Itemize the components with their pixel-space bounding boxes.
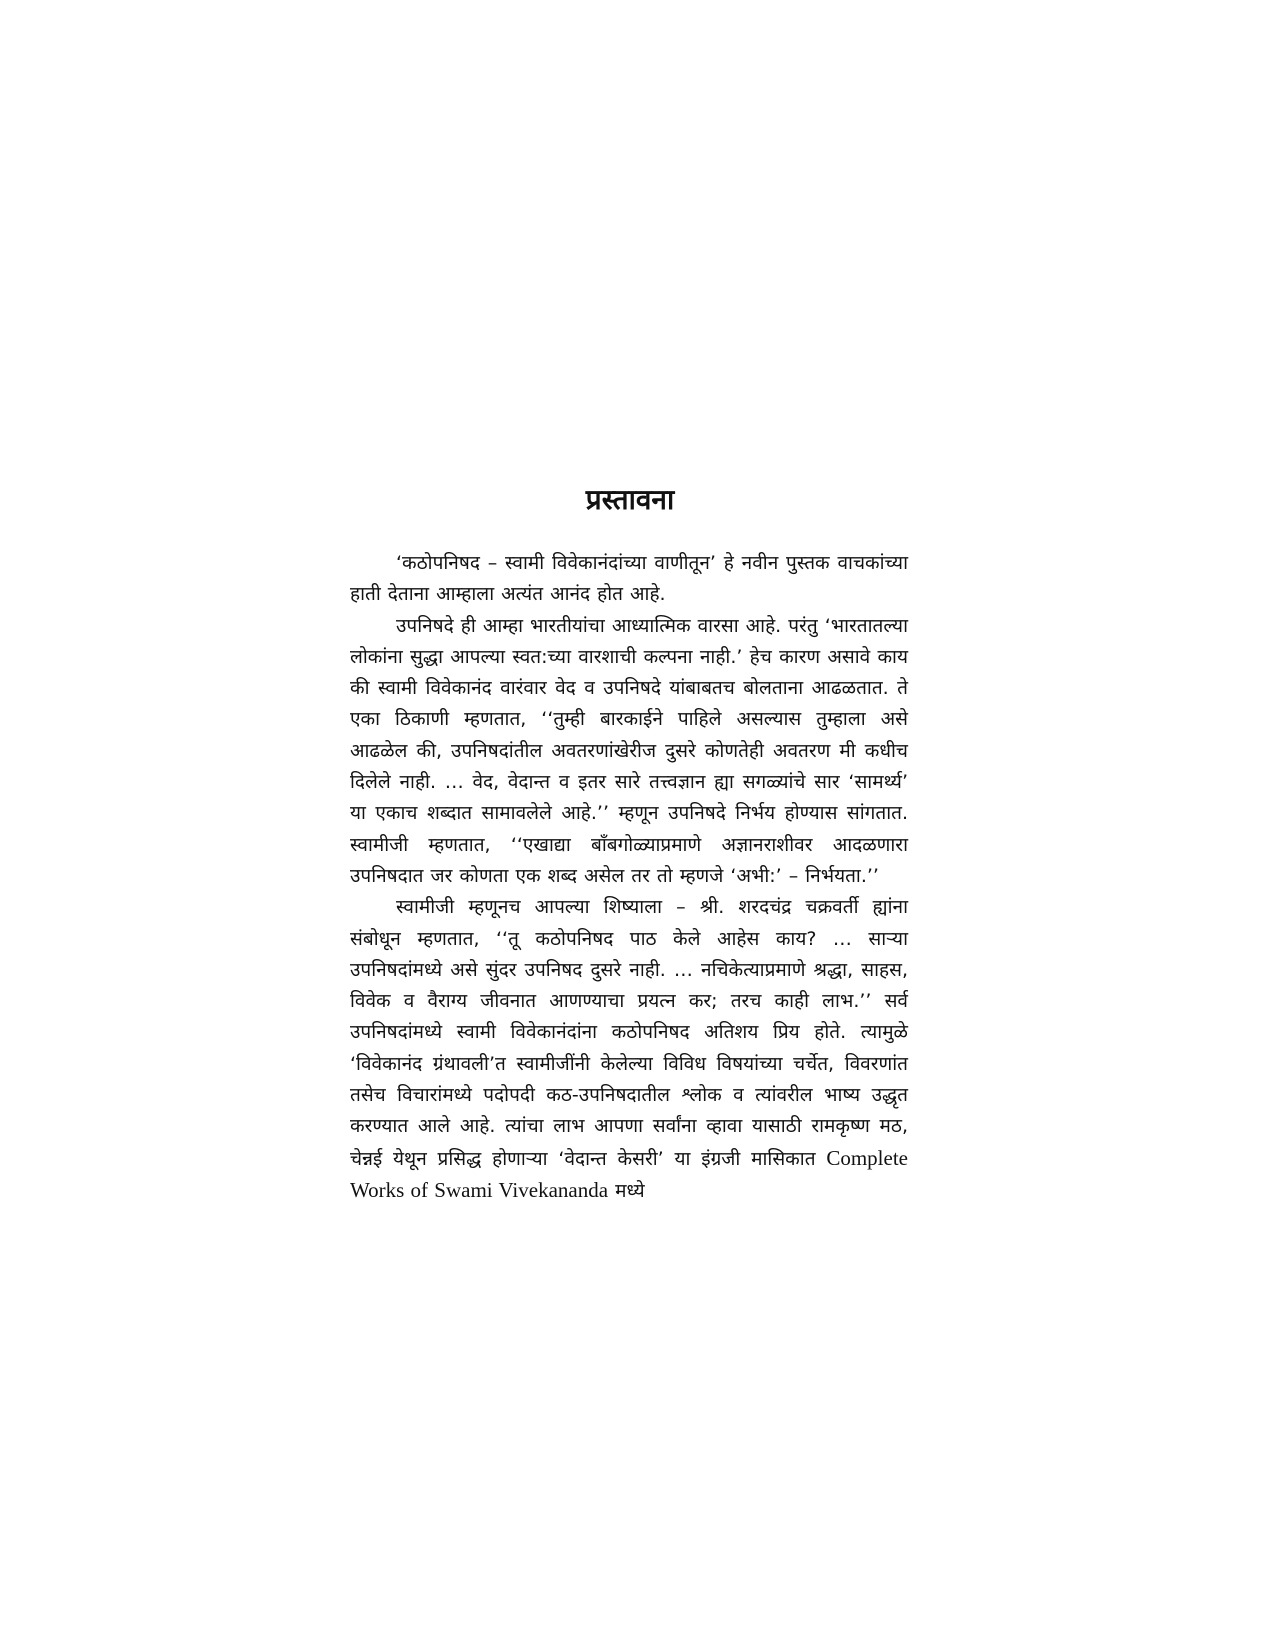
- paragraph-3-text: स्वामीजी म्हणूनच आपल्या शिष्याला – श्री. शरदचंद्र चक्रवर्ती ह्यांना संबोधून म्हणतात, ‘‘तू कठोपनिषद पाठ केले आहेस काय? … साऱ्या उपनिषदांमध्ये असे सुंदर उपनिषद दुसरे नाही. … नचिकेत्याप्रमाणे श्रद्धा, साहस, विवेक व वैराग्य जीवनात आणण्याचा प्रयत्न कर; तरच काही लाभ.’’ सर्व उपनिषदांमध्ये स्वामी विवेकानंदांना कठोपनिषद अतिशय प्रिय होते. त्यामुळे ‘विवेकानंद ग्रंथावली’त स्वामीजींनी केलेल्या विविध विषयांच्या चर्चेत, विवरणांत तसेच विचारांमध्ये पदोपदी कठ-उपनिषदातील श्लोक व त्यांवरील भाष्य उद्धृत करण्यात आले आहे. त्यांचा लाभ आपणा सर्वांना व्हावा यासाठी रामकृष्ण मठ, चेन्नई येथून प्रसिद्ध होणाऱ्या ‘वेदान्त केसरी’ या इंग्रजी मासिकात: [350, 896, 908, 1170]
- paragraph-1: [350, 548, 908, 611]
- page-title: प्रस्तावना: [585, 483, 675, 516]
- paragraph-1-text: ‘कठोपनिषद – स्वामी विवेकानंदांच्या वाणीतून’ हे नवीन पुस्तक वाचकांच्या हाती देताना आम्हाला अत्यंत आनंद होत आहे.: [350, 552, 908, 606]
- paragraph-2: [350, 611, 908, 893]
- english-book-title: Complete Works of Swami Vivekananda: [350, 1145, 908, 1202]
- paragraph-3-tail: मध्ये: [615, 1179, 645, 1202]
- paragraph-2-text: उपनिषदे ही आम्हा भारतीयांचा आध्यात्मिक वारसा आहे. परंतु ‘भारतातल्या लोकांना सुद्धा आपल्या स्वत:च्या वारशाची कल्पना नाही.’ हेच कारण असावे काय की स्वामी विवेकानंद वारंवार वेद व उपनिषदे यांबाबतच बोलताना आढळतात. ते एका ठिकाणी म्हणतात, ‘‘तुम्ही बारकाईने पाहिले असल्यास तुम्हाला असे आढळेल की, उपनिषदांतील अवतरणांखेरीज दुसरे कोणतेही अवतरण मी कधीच दिलेले नाही. … वेद, वेदान्त व इतर सारे तत्त्वज्ञान ह्या सगळ्यांचे सार ‘सामर्थ्य’ या एकाच शब्दात सामावलेले आहे.’’ म्हणून उपनिषदे निर्भय होण्यास सांगतात. स्वामीजी म्हणतात, ‘‘एखाद्या बाँबगोळ्याप्रमाणे अज्ञानराशीवर आदळणारा उपनिषदात जर कोणता एक शब्द असेल तर तो म्हणजे ‘अभी:’ – निर्भयता.’’: [350, 614, 908, 887]
- paragraph-3: [350, 892, 908, 1207]
- preface-body: [350, 548, 908, 1207]
